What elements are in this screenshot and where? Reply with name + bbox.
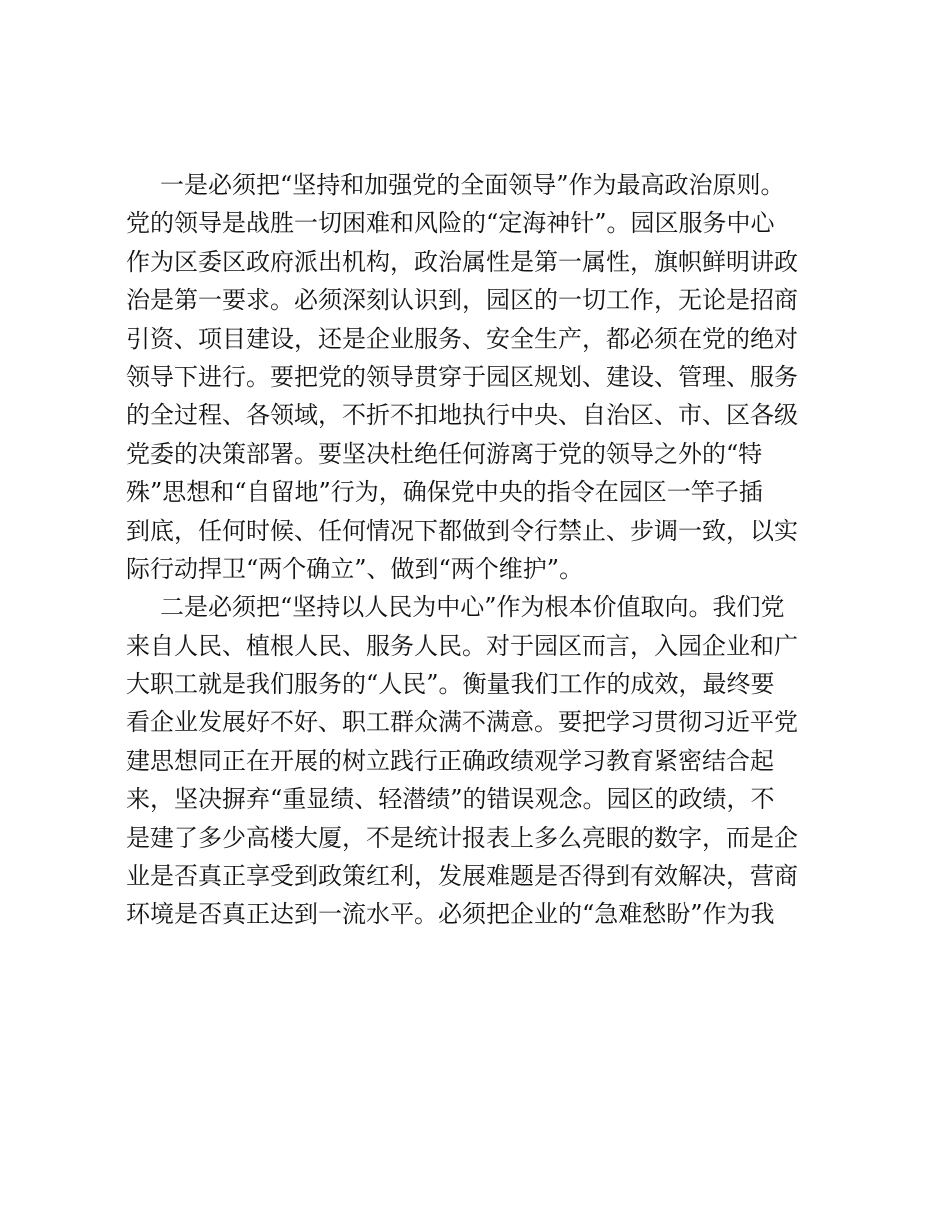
- paragraph-line: 业是否真正享受到政策红利，发展难题是否得到有效解决，营商: [126, 862, 798, 891]
- paragraph-line: 作为区委区政府派出机构，政治属性是第一属性，旗帜鲜明讲政: [126, 247, 798, 276]
- paragraph-line: 治是第一要求。必须深刻认识到，园区的一切工作，无论是招商: [126, 286, 798, 315]
- body-text: [126, 166, 826, 934]
- paragraph-line: 环境是否真正达到一流水平。必须把企业的“急难愁盼”作为我: [126, 900, 775, 929]
- paragraph-line: 到底，任何时候、任何情况下都做到令行禁止、步调一致，以实: [126, 516, 798, 545]
- paragraph-2: [126, 588, 826, 934]
- paragraph-line: 党的领导是战胜一切困难和风险的“定海神针”。园区服务中心: [126, 209, 775, 238]
- paragraph-line: 一是必须把“坚持和加强党的全面领导”作为最高政治原则。: [160, 171, 785, 199]
- paragraph-line: 党委的决策部署。要坚决杜绝任何游离于党的领导之外的“特: [126, 439, 763, 468]
- paragraph-line: 看企业发展好不好、职工群众满不满意。要把学习贯彻习近平党: [126, 708, 798, 737]
- paragraph-line: 大职工就是我们服务的“人民”。衡量我们工作的成效，最终要: [126, 670, 775, 699]
- paragraph-line: 的全过程、各领域，不折不扣地执行中央、自治区、市、区各级: [126, 401, 798, 430]
- paragraph-line: 引资、项目建设，还是企业服务、安全生产，都必须在党的绝对: [126, 324, 798, 353]
- paragraph-line: 领导下进行。要把党的领导贯穿于园区规划、建设、管理、服务: [126, 362, 798, 391]
- paragraph-line: 是建了多少高楼大厦，不是统计报表上多么亮眼的数字，而是企: [126, 823, 798, 852]
- paragraph-line: 际行动捍卫“两个确立”、做到“两个维护”。: [126, 554, 584, 583]
- paragraph-line: 殊”思想和“自留地”行为，确保党中央的指令在园区一竿子插: [126, 478, 763, 507]
- paragraph-1: [126, 166, 826, 588]
- paragraph-line: 来自人民、植根人民、服务人民。对于园区而言，入园企业和广: [126, 631, 798, 660]
- paragraph-line: 建思想同正在开展的树立践行正确政绩观学习教育紧密结合起: [126, 746, 774, 775]
- paragraph-line: 二是必须把“坚持以人民为中心”作为根本价值取向。我们党: [160, 593, 785, 622]
- paragraph-line: 来，坚决摒弃“重显绩、轻潜绩”的错误观念。园区的政绩，不: [126, 785, 775, 814]
